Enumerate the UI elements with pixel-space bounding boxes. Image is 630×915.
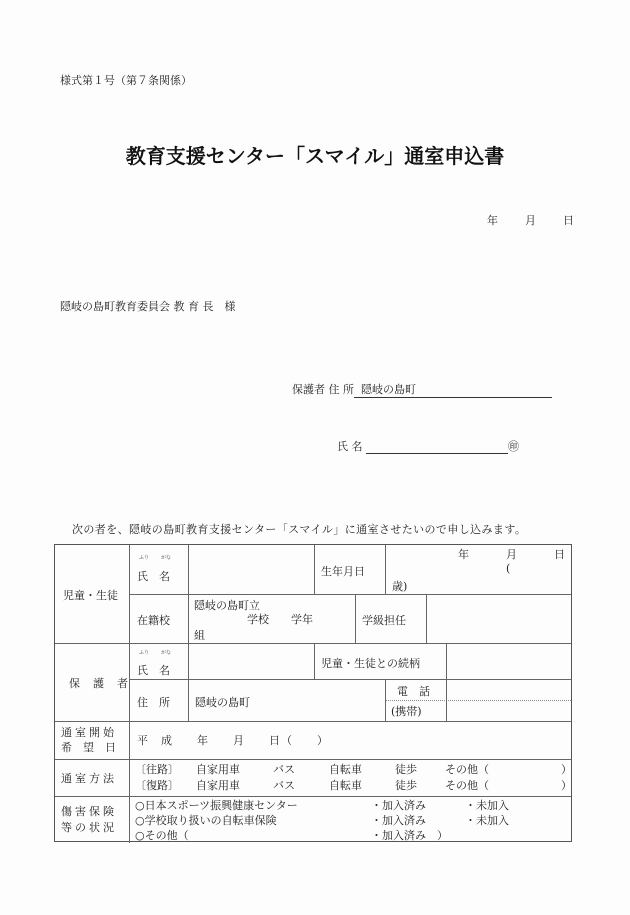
guardian-address-value[interactable]: 隠岐の島町 [195,696,250,709]
guardian-name-label: 氏 名 [137,664,170,677]
phone-field[interactable] [449,681,569,719]
student-section-label: 児童・生徒 [63,589,118,602]
insurance-row-sports-center: ○日本スポーツ振興健康センター [135,799,298,812]
option-not-enrolled[interactable]: ・未加入 [465,799,509,812]
insurance-label: 傷害保険 [61,805,117,818]
relation-field[interactable] [449,645,569,678]
school-field[interactable]: 隠岐の島町立 学校 学年 組 [194,599,313,642]
phone-label: 電 話 [397,685,430,698]
seal-icon: ㊞ [508,440,519,453]
school-label: 在籍校 [137,614,170,627]
option-walk[interactable]: 徒歩 [395,779,417,792]
lead-text: 次の者を、隠岐の島町教育支援センター「スマイル」に通室させたいので申し込みます。 [72,523,527,536]
guardian-section-label: 保 護 者 [69,677,129,690]
insurance-label-2: 等の状況 [61,821,117,834]
option-bus[interactable]: バス [273,779,295,792]
form-number: 様式第１号（第７条関係） [60,74,192,87]
furigana-label: ふり [139,650,150,656]
guardian-name-line [337,438,519,454]
furigana-label: がな [161,650,172,656]
birthdate-label: 生年月日 [321,565,365,578]
option-other[interactable]: その他（ [445,779,489,792]
homeroom-teacher-label: 学級担任 [362,614,406,627]
option-bicycle[interactable]: 自転車 [329,763,362,776]
commute-row-return: 〔復路〕 自家用車 バス 自転車 徒歩 その他（ ） [135,779,572,792]
option-not-enrolled[interactable]: ・未加入 [465,814,509,827]
furigana-label: ふり [139,555,150,561]
student-name-label: 氏 名 [137,570,170,583]
insurance-row-bicycle: ○学校取り扱いの自転車保険 [135,814,277,827]
start-date-label: 通室開始 [61,726,117,739]
option-car[interactable]: 自家用車 [196,763,240,776]
guardian-address-field[interactable]: 隠岐の島町 [354,381,552,398]
guardian-table-name-field[interactable] [192,645,312,678]
address-label: 住 所 [328,383,354,396]
insurance-row-other: ○その他（ [135,829,189,842]
day-label: 日 [563,214,574,227]
commute-label: 通室方法 [61,772,117,785]
guardian-label: 保護者 [292,383,325,396]
option-walk[interactable]: 徒歩 [395,763,417,776]
addressee: 隠岐の島町教育委員会 教 育 長 様 [60,300,236,313]
start-date-field[interactable]: 平 成 年 月 日（ ） [137,734,329,747]
option-enrolled[interactable]: ・加入済み [371,814,426,827]
option-car[interactable]: 自家用車 [196,779,240,792]
commute-row-outbound: 〔往路〕 自家用車 バス 自転車 徒歩 その他（ ） [135,763,572,776]
guardian-address-label: 住 所 [137,696,170,709]
option-enrolled[interactable]: ・加入済み ） [371,829,448,842]
guardian-address-line [292,381,552,398]
mobile-label: (携帯) [391,705,422,718]
application-table [54,544,572,842]
option-bus[interactable]: バス [273,763,295,776]
furigana-label: がな [161,555,172,561]
month-label: 月 [525,214,536,227]
start-date-label-2: 希 望 日 [61,741,116,754]
birthdate-field[interactable]: 年 月 日 ( 歳) [392,548,565,593]
guardian-name-field[interactable] [366,440,508,454]
student-name-field[interactable] [192,547,312,592]
homeroom-teacher-field[interactable] [429,595,569,642]
year-label: 年 [487,214,498,227]
option-other[interactable]: その他（ [445,763,489,776]
relation-label: 児童・生徒との続柄 [321,657,420,670]
option-enrolled[interactable]: ・加入済み [371,799,426,812]
name-label: 氏 名 [337,440,363,453]
page-title: 教育支援センター「スマイル」通室申込書 [125,144,505,168]
application-date [487,212,574,228]
option-bicycle[interactable]: 自転車 [329,779,362,792]
